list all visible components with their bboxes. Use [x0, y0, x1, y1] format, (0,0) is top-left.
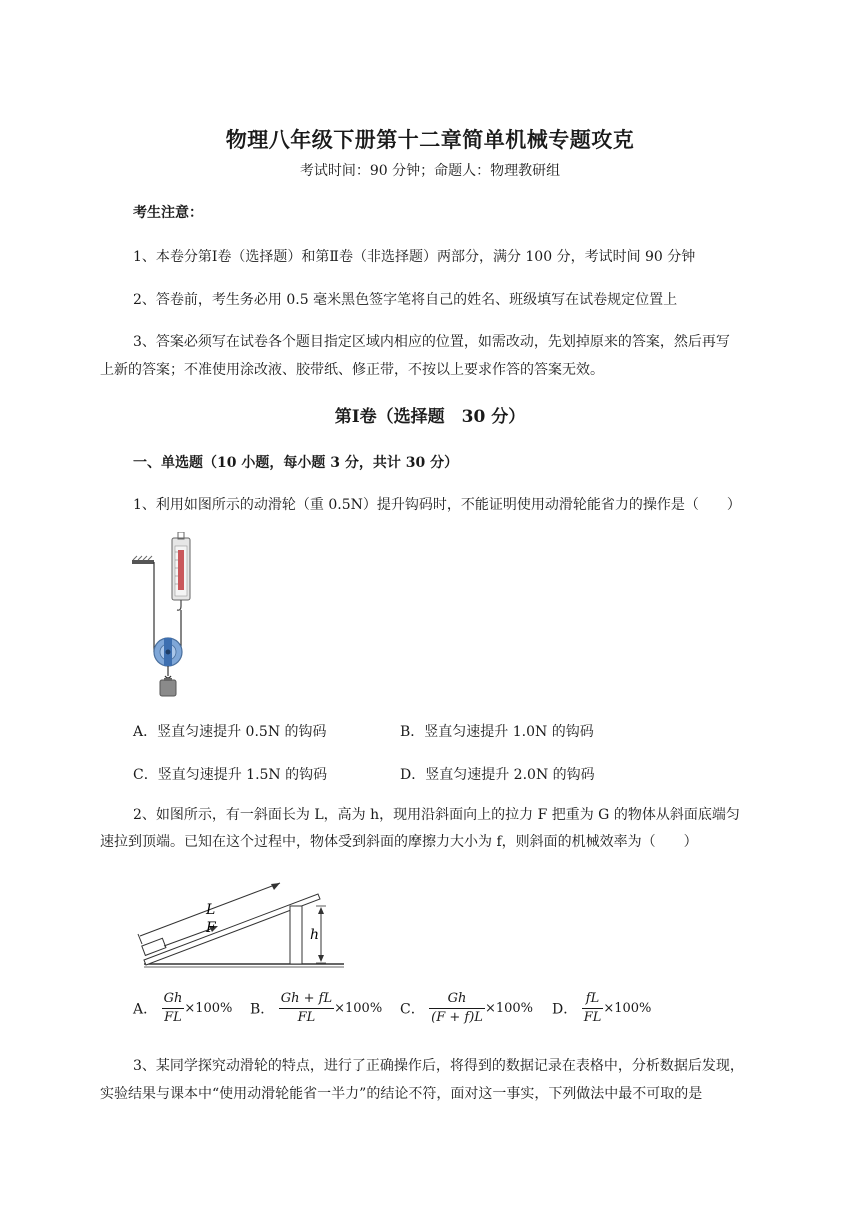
- q2-option-c-fraction: $\frac{Gh}{(F + f)L}$: [431, 991, 483, 1025]
- q1-option-c[interactable]: C．竖直匀速提升 1.5N 的钩码: [133, 767, 328, 783]
- q2-option-d-fraction: $\frac{fL}{FL}$: [583, 991, 602, 1025]
- notice-item-2: 2、答卷前，考生务必用 0.5 毫米黑色签字笔将自己的姓名、班级填写在试卷规定位置上: [133, 292, 678, 308]
- q2-option-b-fraction: $\frac{Gh + fL}{FL}$: [280, 991, 333, 1025]
- exam-info: 考试时间：90 分钟；命题人：物理教研组: [299, 163, 561, 179]
- q2-option-c[interactable]: C． $\frac{Gh}{(F + f)L}$ ×100%: [400, 991, 533, 1025]
- label-h: h: [310, 927, 320, 943]
- inclined-plane-figure: [130, 872, 350, 972]
- label-L: L: [206, 902, 216, 918]
- q2-option-d[interactable]: D． $\frac{fL}{FL}$ ×100%: [552, 991, 652, 1025]
- q2-option-b[interactable]: B． $\frac{Gh + fL}{FL}$ ×100%: [250, 991, 383, 1025]
- question-3-line-1: 3、某同学探究动滑轮的特点，进行了正确操作后，将得到的数据记录在表格中，分析数据后发现，: [133, 1058, 744, 1074]
- notice-heading: 考生注意：: [133, 205, 203, 221]
- q1-option-d[interactable]: D．竖直匀速提升 2.0N 的钩码: [400, 767, 595, 783]
- section-title: 第Ⅰ卷（选择题 30 分）: [334, 407, 526, 427]
- question-3-line-2: 实验结果与课本中“使用动滑轮能省一半力”的结论不符，面对这一事实，下列做法中最不可取的是: [100, 1086, 703, 1102]
- part-heading: 一、单选题（10 小题，每小题 3 分，共计 30 分）: [133, 455, 459, 471]
- question-2-stem-line-2: 速拉到顶端。已知在这个过程中，物体受到斜面的摩擦力大小为 f，则斜面的机械效率为（ ）: [100, 834, 698, 850]
- notice-item-3-line-2: 上新的答案；不准使用涂改液、胶带纸、修正带，不按以上要求作答的答案无效。: [100, 362, 604, 378]
- notice-item-1: 1、本卷分第Ⅰ卷（选择题）和第Ⅱ卷（非选择题）两部分，满分 100 分，考试时间 90 分钟: [133, 249, 696, 265]
- page-title: 物理八年级下册第十二章简单机械专题攻克: [225, 127, 635, 152]
- hook-weight: [160, 680, 176, 696]
- q1-option-a[interactable]: A．竖直匀速提升 0.5N 的钩码: [133, 724, 327, 740]
- question-1-stem: 1、利用如图所示的动滑轮（重 0.5N）提升钩码时，不能证明使用动滑轮能省力的操作是（ ）: [133, 497, 741, 513]
- q1-option-b[interactable]: B．竖直匀速提升 1.0N 的钩码: [400, 724, 594, 740]
- q2-option-a-fraction: $\frac{Gh}{FL}$: [163, 991, 183, 1025]
- question-2-stem-line-1: 2、如图所示，有一斜面长为 L，高为 h，现用沿斜面向上的拉力 F 把重为 G 的物体从斜面底端匀: [133, 807, 740, 823]
- movable-pulley-figure: [128, 532, 208, 698]
- notice-item-3-line-1: 3、答案必须写在试卷各个题目指定区域内相应的位置，如需改动，先划掉原来的答案，然后再写: [133, 334, 730, 350]
- q2-option-a[interactable]: A． $\frac{Gh}{FL}$ ×100%: [133, 991, 233, 1025]
- support-post: [290, 906, 302, 964]
- label-F: F: [206, 920, 216, 936]
- ceiling-beam: [132, 560, 154, 564]
